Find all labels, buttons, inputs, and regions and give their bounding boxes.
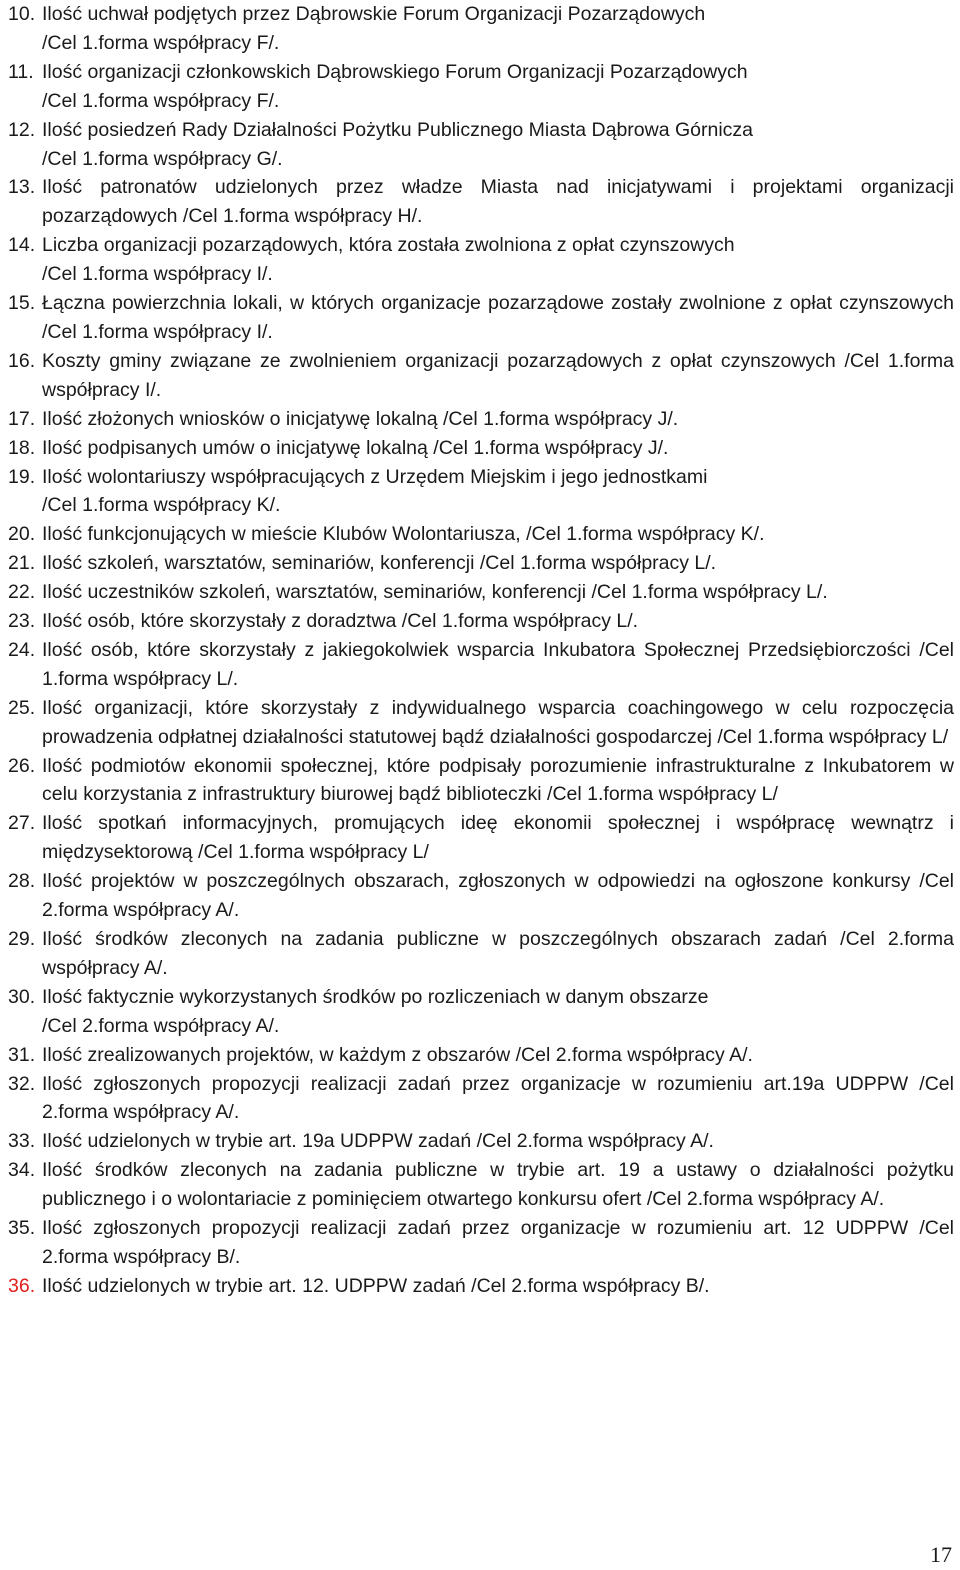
item-number: 12. xyxy=(8,118,36,141)
list-item xyxy=(8,520,954,549)
item-text: Ilość zrealizowanych projektów, w każdym z obszarów /Cel 2.forma współpracy A/. xyxy=(42,1043,753,1066)
list-item xyxy=(8,289,954,347)
list-item xyxy=(8,231,954,289)
item-number: 31. xyxy=(8,1043,36,1066)
item-text: Koszty gminy związane ze zwolnieniem organizacji pozarządowych z opłat czynszowych /Cel 1.forma współpracy I/. xyxy=(42,349,954,401)
item-number: 13. xyxy=(8,176,36,199)
item-text: Ilość zgłoszonych propozycji realizacji zadań przez organizacje w rozumieniu art. 12 UDPPW /Cel 2.forma współpracy B/. xyxy=(42,1217,954,1268)
item-number: 34. xyxy=(8,1159,36,1182)
item-text: Ilość organizacji członkowskich Dąbrowskiego Forum Organizacji Pozarządowych /Cel 1.forma współpracy F/. xyxy=(42,60,748,112)
item-number: 11. xyxy=(8,60,34,83)
item-number: 27. xyxy=(8,812,36,835)
item-text: Łączna powierzchnia lokali, w których organizacje pozarządowe zostały zwolnione z opłat czynszowych /Cel 1.forma współpracy I/. xyxy=(42,292,954,343)
list-item xyxy=(8,867,954,925)
item-text: Ilość uchwał podjętych przez Dąbrowskie Forum Organizacji Pozarządowych /Cel 1.forma współpracy F/. xyxy=(42,3,706,54)
item-text: Ilość zgłoszonych propozycji realizacji zadań przez organizacje w rozumieniu art.19a UDPPW /Cel 2.forma współpracy A/. xyxy=(42,1072,954,1124)
list-item xyxy=(8,549,954,578)
item-number: 29. xyxy=(8,928,36,950)
item-number: 18. xyxy=(8,436,36,459)
item-number: 22. xyxy=(8,581,36,604)
item-text: Ilość spotkań informacyjnych, promujących ideę ekonomii społecznej i współpracę wewnątrz i międzysektorową /Cel 1.forma współpracy L/ xyxy=(42,812,954,864)
item-number: 35. xyxy=(8,1217,36,1240)
item-number: 36. xyxy=(8,1274,36,1297)
item-text: Ilość złożonych wniosków o inicjatywę lokalną /Cel 1.forma współpracy J/. xyxy=(42,407,679,430)
item-text: Ilość organizacji, które skorzystały z indywidualnego wsparcia coachingowego w celu rozpoczęcia prowadzenia odpłatnej działalności statutowej bądź działalności gospodarczej /Cel 1.forma współpracy L/ xyxy=(42,696,954,748)
item-text: Ilość udzielonych w trybie art. 19a UDPPW zadań /Cel 2.forma współpracy A/. xyxy=(42,1130,714,1153)
item-text: Ilość wolontariuszy współpracujących z Urzędem Miejskim i jego jednostkami /Cel 1.forma współpracy K/. xyxy=(42,465,708,517)
item-text: Ilość projektów w poszczególnych obszarach, zgłoszonych w odpowiedzi na ogłoszone konkursy /Cel 2.forma współpracy A/. xyxy=(42,870,954,922)
item-number: 25. xyxy=(8,696,36,719)
item-text: Ilość faktycznie wykorzystanych środków po rozliczeniach w danym obszarze /Cel 2.forma współpracy A/. xyxy=(42,985,709,1037)
list-item xyxy=(8,1070,954,1128)
list-item xyxy=(8,1041,954,1070)
item-number: 10. xyxy=(8,3,36,25)
item-text: Ilość szkoleń, warsztatów, seminariów, konferencji /Cel 1.forma współpracy L/. xyxy=(42,552,717,575)
list-item xyxy=(8,58,954,116)
item-number: 19. xyxy=(8,465,36,488)
item-number: 32. xyxy=(8,1072,36,1095)
item-text: Ilość patronatów udzielonych przez władze Miasta nad inicjatywami i projektami organizacji pozarządowych /Cel 1.forma współpracy H/. xyxy=(42,176,954,228)
item-text: Ilość osób, które skorzystały z doradztwa /Cel 1.forma współpracy L/. xyxy=(42,610,639,633)
page-number: 17 xyxy=(930,1542,952,1567)
item-text: Ilość udzielonych w trybie art. 12. UDPPW zadań /Cel 2.forma współpracy B/. xyxy=(42,1274,710,1297)
indicator-list xyxy=(8,0,954,1301)
item-text: Liczba organizacji pozarządowych, która została zwolniona z opłat czynszowych /Cel 1.forma współpracy I/. xyxy=(42,234,735,286)
item-text: Ilość funkcjonujących w mieście Klubów Wolontariusza, /Cel 1.forma współpracy K/. xyxy=(42,523,765,546)
item-number: 16. xyxy=(8,349,36,372)
item-number: 17. xyxy=(8,407,36,430)
list-item xyxy=(8,636,954,694)
item-text: Ilość uczestników szkoleń, warsztatów, seminariów, konferencji /Cel 1.forma współpracy L/. xyxy=(42,581,828,604)
list-item xyxy=(8,434,954,463)
item-number: 21. xyxy=(8,552,36,575)
list-item xyxy=(8,0,954,58)
item-number: 15. xyxy=(8,292,36,315)
list-item xyxy=(8,925,954,983)
list-item xyxy=(8,116,954,174)
item-text: Ilość środków zleconych na zadania publiczne w poszczególnych obszarach zadań /Cel 2.forma współpracy A/. xyxy=(42,928,954,979)
list-item xyxy=(8,1214,954,1272)
item-number: 24. xyxy=(8,638,36,661)
list-item xyxy=(8,983,954,1041)
list-item xyxy=(8,578,954,607)
list-item xyxy=(8,607,954,636)
item-text: Ilość posiedzeń Rady Działalności Pożytku Publicznego Miasta Dąbrowa Górnicza /Cel 1.forma współpracy G/. xyxy=(42,118,754,170)
item-number: 23. xyxy=(8,610,36,633)
list-item xyxy=(8,405,954,434)
list-item xyxy=(8,752,954,810)
item-number: 20. xyxy=(8,523,36,546)
list-item xyxy=(8,1156,954,1214)
list-item xyxy=(8,463,954,521)
item-number: 30. xyxy=(8,985,36,1008)
list-item xyxy=(8,1127,954,1156)
item-number: 26. xyxy=(8,754,36,777)
list-item xyxy=(8,347,954,405)
item-text: Ilość osób, które skorzystały z jakiegokolwiek wsparcia Inkubatora Społecznej Przedsiębiorczości /Cel 1.forma współpracy L/. xyxy=(42,638,954,690)
item-number: 28. xyxy=(8,870,36,893)
item-text: Ilość podpisanych umów o inicjatywę lokalną /Cel 1.forma współpracy J/. xyxy=(42,436,669,459)
item-number: 14. xyxy=(8,234,36,257)
list-item xyxy=(8,694,954,752)
item-number: 33. xyxy=(8,1130,36,1153)
item-text: Ilość podmiotów ekonomii społecznej, które podpisały porozumienie infrastrukturalne z Inkubatorem w celu korzystania z infrastruktury biurowej bądź biblioteczki /Cel 1.forma współpracy L/ xyxy=(42,754,954,806)
list-item xyxy=(8,173,954,231)
list-item xyxy=(8,1272,954,1301)
list-item xyxy=(8,809,954,867)
item-text: Ilość środków zleconych na zadania publiczne w trybie art. 19 a ustawy o działalności pożytku publicznego i o wolontariacie z pominięciem otwartego konkursu ofert /Cel 2.forma współpracy A/. xyxy=(42,1159,954,1211)
